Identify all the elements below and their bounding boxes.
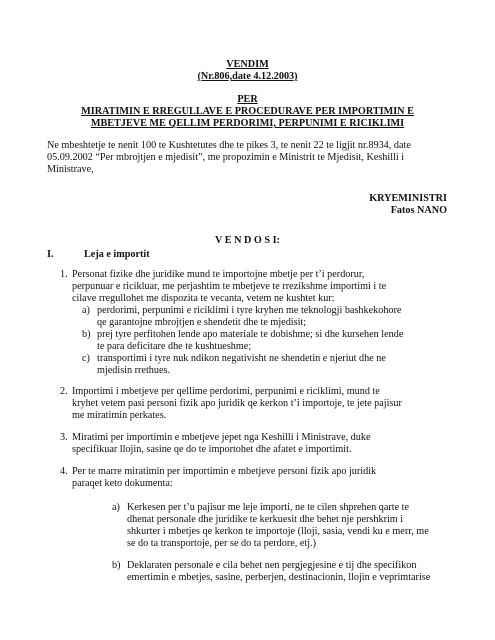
item-4a-line-3: shkurter i mbetjes qe kerkon te importoje (lloji, sasia, vendi ku e merr, me: [127, 526, 429, 537]
item-4-line-2: paraqet keto dokumenta:: [72, 478, 173, 489]
item-1c-line-1: transportimi i tyre nuk ndikon negativisht ne shendetin e njeriut dhe ne: [97, 353, 386, 364]
item-4b-line-2: emertimin e mbetjes, sasine, perberjen, destinacionin, llojin e veprimtarise: [127, 572, 431, 583]
doc-subject-line-1: MIRATIMIN E RREGULLAVE E PROCEDURAVE PER IMPORTIMIN E: [81, 106, 414, 117]
item-2-number: 2.: [60, 386, 68, 397]
signatory-name: Fatos NANO: [390, 205, 447, 216]
item-1-line-3: cilave rregullohet me dispozita te vecanta, vetem ne kushtet kur:: [72, 293, 335, 304]
item-2-line-1: Importimi i mbetjeve per qellime perdorimi, perpunimi e riciklimi, mund te: [72, 386, 380, 397]
item-3-line-2: specifikuar llojin, sasine qe do te importohet dhe afatet e importimit.: [72, 444, 352, 455]
section-title: Leja e importit: [84, 249, 150, 260]
item-1c-label: c): [82, 353, 90, 364]
item-1-line-1: Personat fizike dhe juridike mund te importojne mbetje per t’i perdorur,: [72, 269, 365, 280]
item-4b-line-1: Deklaraten personale e cila behet nen pergjegjesine e tij dhe specifikon: [127, 560, 417, 571]
item-4b-label: b): [112, 560, 121, 571]
item-1a-label: a): [82, 305, 90, 316]
item-2-line-3: me miratimin perkates.: [72, 410, 167, 421]
section-number: I.: [47, 249, 54, 260]
item-1c-line-2: mjedisin rrethues.: [97, 365, 170, 376]
decision-number: (Nr.806,date 4.12.2003): [197, 71, 298, 82]
item-4a-line-1: Kerkesen per t’u pajisur me leje importi, ne te cilen shprehen qarte te: [127, 502, 410, 513]
doc-title: VENDIM: [226, 59, 269, 70]
decides-heading: V E N D O S I:: [215, 235, 280, 246]
item-3-number: 3.: [60, 432, 68, 443]
title-per: PER: [237, 94, 258, 105]
item-4a-label: a): [112, 502, 120, 513]
item-1a-line-1: perdorimi, perpunimi e riciklimi i tyre kryhen me teknologji bashkekohore: [97, 305, 402, 316]
item-1-line-2: perpunuar e ricikluar, me perjashtim te mbetjeve te rrezikshme importimi i te: [72, 281, 387, 292]
item-3-line-1: Miratimi per importimin e mbetjeve jepet nga Keshilli i Ministrave, duke: [72, 432, 371, 443]
preamble-line-2: 05.09.2002 “Per mbrojtjen e mjedisit”, me propozimin e Ministrit te Mjedisit, Keshilli i: [47, 152, 405, 163]
item-4a-line-2: dhenat personale dhe juridike te kerkuesit dhe behet nje pershkrim i: [127, 514, 404, 525]
item-1b-label: b): [82, 329, 91, 340]
item-1b-line-1: prej tyre perfitohen lende apo materiale te dobishme; si dhe kursehen lende: [97, 329, 404, 340]
doc-subject-line-2: MBETJEVE ME QELLIM PERDORIMI, PERPUNIMI E RICIKLIMI: [90, 118, 405, 129]
item-4-number: 4.: [60, 466, 68, 477]
item-2-line-2: kryhet vetem pasi personi fizik apo juridik qe kerkon t’i importoje, te jete pajisur: [72, 398, 402, 409]
preamble-line-1: Ne mbeshtetje te nenit 100 te Kushtetutes dhe te pikes 3, te nenit 22 te ligjit nr.8934, date: [47, 140, 411, 151]
item-1b-line-2: te para deficitare dhe te kushtueshme;: [97, 341, 252, 352]
item-4a-line-4: se do ta transportoje, per se do ta perdore, etj.): [127, 538, 316, 549]
signatory-role: KRYEMINISTRI: [369, 193, 447, 204]
item-1-number: 1.: [60, 269, 68, 280]
preamble-line-3: Ministrave,: [47, 164, 94, 175]
item-4-line-1: Per te marre miratimin per importimin e mbetjeve personi fizik apo juridik: [72, 466, 377, 477]
item-1a-line-2: qe garantojne mbrojtjen e shendetit dhe te mjedisit;: [97, 317, 307, 328]
